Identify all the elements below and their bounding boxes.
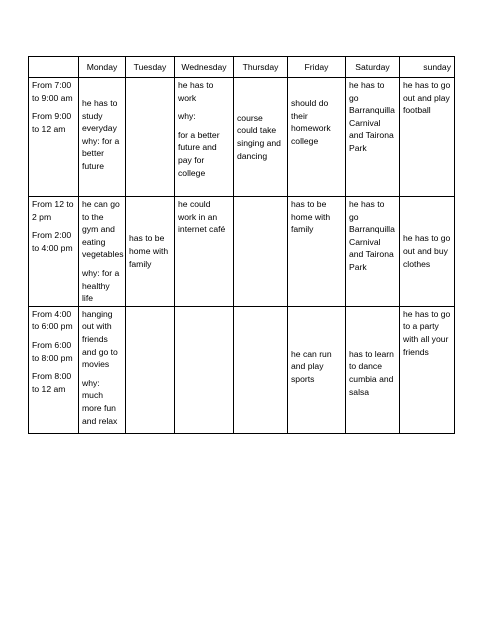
tuesday-cell xyxy=(126,197,175,307)
header-cell-tuesday: Tuesday xyxy=(126,57,175,78)
activity-text: he can run and play sports xyxy=(291,348,332,384)
friday-cell xyxy=(288,78,346,197)
header-cell-friday: Friday xyxy=(288,57,346,78)
activity-text: he has to go Barranquilla Carnival and Tairona Park xyxy=(349,199,395,272)
wednesday-cell xyxy=(175,197,234,307)
table-row xyxy=(29,78,455,197)
table-row xyxy=(29,197,455,307)
sunday-cell xyxy=(400,78,455,197)
thursday-cell xyxy=(234,197,288,307)
activity-text: he has to go out and play football xyxy=(403,80,451,116)
thursday-cell xyxy=(234,78,288,197)
activity-text: he can go to the gym and eating vegetables xyxy=(82,199,124,260)
activity-text: course could take singing and dancing xyxy=(237,112,281,161)
tuesday-cell xyxy=(126,78,175,197)
tuesday-cell xyxy=(126,306,175,433)
activity-text: he has to work xyxy=(178,80,214,103)
activity-text: he has to go Barranquilla Carnival and Tairona Park xyxy=(349,80,395,153)
time-cell xyxy=(29,197,79,307)
weekly-schedule-table xyxy=(28,56,455,434)
saturday-cell xyxy=(346,78,400,197)
time-range: From 8:00 to 12 am xyxy=(32,371,72,394)
time-cell xyxy=(29,306,79,433)
time-range: From 2:00 to 4:00 pm xyxy=(32,230,73,253)
saturday-cell xyxy=(346,306,400,433)
activity-text: he could work in an internet café xyxy=(178,199,226,235)
monday-cell xyxy=(79,306,126,433)
header-cell-empty xyxy=(29,57,79,78)
activity-text: should do their homework college xyxy=(291,98,331,146)
header-cell-monday: Monday xyxy=(79,57,126,78)
activity-text: has to be home with family xyxy=(291,199,331,235)
time-range: From 6:00 to 8:00 pm xyxy=(32,339,73,363)
header-row xyxy=(29,57,455,78)
friday-cell xyxy=(288,306,346,433)
activity-reason: why: for a healthy life xyxy=(82,267,120,304)
activity-text: has to learn to dance cumbia and salsa xyxy=(349,348,394,397)
wednesday-cell xyxy=(175,78,234,197)
header-cell-saturday: Saturday xyxy=(346,57,400,78)
friday-cell xyxy=(288,197,346,307)
header-cell-thursday: Thursday xyxy=(234,57,288,78)
activity-reason: why: for a better future xyxy=(82,135,120,171)
activity-text: he has to go out and buy clothes xyxy=(403,233,451,269)
monday-cell xyxy=(79,197,126,307)
saturday-cell xyxy=(346,197,400,307)
thursday-cell xyxy=(234,306,288,433)
activity-reason: for a better future and pay for college xyxy=(178,129,220,178)
table-row xyxy=(29,306,455,433)
wednesday-cell xyxy=(175,306,234,433)
time-cell xyxy=(29,78,79,197)
time-range: From 7:00 to 9:00 am xyxy=(32,80,73,103)
monday-cell xyxy=(79,78,126,197)
activity-text: he has to go to a party with all your friends xyxy=(403,308,451,357)
activity-reason-label: why: xyxy=(178,111,196,122)
activity-text: has to be home with family xyxy=(129,233,169,269)
time-range: From 4:00 to 6:00 pm xyxy=(32,308,73,332)
header-cell-wednesday: Wednesday xyxy=(175,57,234,78)
activity-text: hanging out with friends and go to movies xyxy=(82,308,118,370)
sunday-cell xyxy=(400,197,455,307)
time-range: From 12 to 2 pm xyxy=(32,199,74,222)
activity-reason: why: much more fun and relax xyxy=(82,377,118,426)
time-range: From 9:00 to 12 am xyxy=(32,111,72,134)
sunday-cell xyxy=(400,306,455,433)
activity-text: he has to study everyday xyxy=(82,98,118,134)
header-cell-sunday: sunday xyxy=(400,57,455,78)
